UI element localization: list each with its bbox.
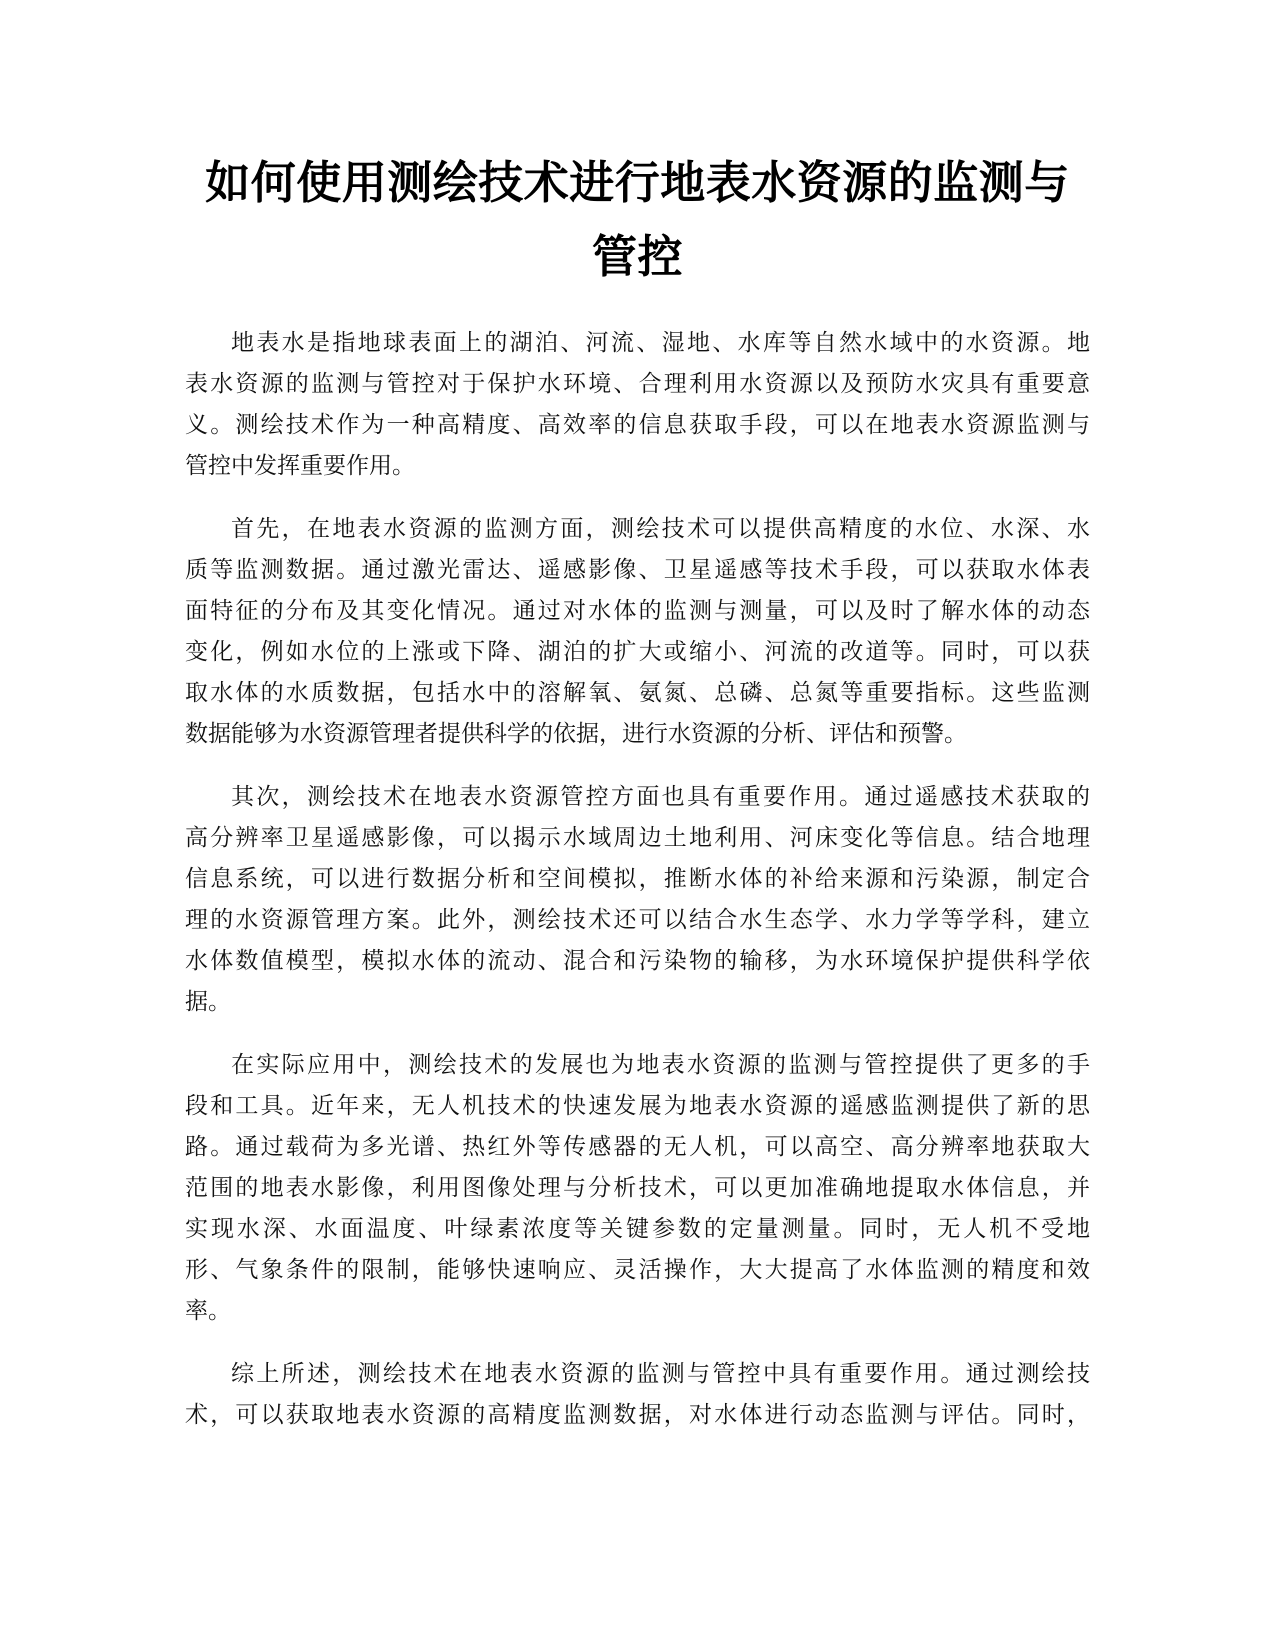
title-line: 管控 bbox=[591, 230, 683, 283]
text-line: 率。 bbox=[185, 1298, 231, 1324]
paragraph-application bbox=[185, 1045, 1090, 1332]
text-line: 理的水资源管理方案。此外，测绘技术还可以结合水生态学、水力学等学科，建立 bbox=[185, 907, 1090, 933]
paragraph-management bbox=[185, 777, 1090, 1023]
text-line: 水体数值模型，模拟水体的流动、混合和污染物的输移，为水环境保护提供科学依 bbox=[185, 948, 1090, 974]
text-line: 其次，测绘技术在地表水资源管控方面也具有重要作用。通过遥感技术获取的 bbox=[231, 784, 1090, 810]
paragraph-summary bbox=[185, 1354, 1090, 1436]
text-line: 义。测绘技术作为一种高精度、高效率的信息获取手段，可以在地表水资源监测与 bbox=[185, 412, 1090, 438]
title-line: 如何使用测绘技术进行地表水资源的监测与 bbox=[205, 156, 1070, 209]
document-body bbox=[185, 323, 1090, 1458]
text-line: 变化，例如水位的上涨或下降、湖泊的扩大或缩小、河流的改道等。同时，可以获 bbox=[185, 639, 1090, 665]
text-line: 范围的地表水影像，利用图像处理与分析技术，可以更加准确地提取水体信息，并 bbox=[185, 1175, 1090, 1201]
text-line: 质等监测数据。通过激光雷达、遥感影像、卫星遥感等技术手段，可以获取水体表 bbox=[185, 557, 1090, 583]
text-line: 段和工具。近年来，无人机技术的快速发展为地表水资源的遥感监测提供了新的思 bbox=[185, 1093, 1090, 1119]
text-line: 据。 bbox=[185, 989, 231, 1015]
text-line: 取水体的水质数据，包括水中的溶解氧、氨氮、总磷、总氮等重要指标。这些监测 bbox=[185, 680, 1090, 706]
text-line: 术，可以获取地表水资源的高精度监测数据，对水体进行动态监测与评估。同时， bbox=[185, 1402, 1090, 1428]
paragraph-monitoring bbox=[185, 509, 1090, 755]
text-line: 数据能够为水资源管理者提供科学的依据，进行水资源的分析、评估和预警。 bbox=[185, 721, 967, 747]
paragraph-intro bbox=[185, 323, 1090, 487]
text-line: 面特征的分布及其变化情况。通过对水体的监测与测量，可以及时了解水体的动态 bbox=[185, 598, 1090, 624]
text-line: 首先，在地表水资源的监测方面，测绘技术可以提供高精度的水位、水深、水 bbox=[231, 516, 1090, 542]
text-line: 表水资源的监测与管控对于保护水环境、合理利用水资源以及预防水灾具有重要意 bbox=[185, 371, 1090, 397]
text-line: 信息系统，可以进行数据分析和空间模拟，推断水体的补给来源和污染源，制定合 bbox=[185, 866, 1090, 892]
text-line: 管控中发挥重要作用。 bbox=[185, 453, 415, 479]
text-line: 实现水深、水面温度、叶绿素浓度等关键参数的定量测量。同时，无人机不受地 bbox=[185, 1216, 1090, 1242]
text-line: 综上所述，测绘技术在地表水资源的监测与管控中具有重要作用。通过测绘技 bbox=[231, 1361, 1090, 1387]
document-title bbox=[185, 146, 1090, 294]
text-line: 地表水是指地球表面上的湖泊、河流、湿地、水库等自然水域中的水资源。地 bbox=[231, 330, 1090, 356]
text-line: 在实际应用中，测绘技术的发展也为地表水资源的监测与管控提供了更多的手 bbox=[231, 1052, 1090, 1078]
text-line: 路。通过载荷为多光谱、热红外等传感器的无人机，可以高空、高分辨率地获取大 bbox=[185, 1134, 1090, 1160]
text-line: 形、气象条件的限制，能够快速响应、灵活操作，大大提高了水体监测的精度和效 bbox=[185, 1257, 1090, 1283]
text-line: 高分辨率卫星遥感影像，可以揭示水域周边土地利用、河床变化等信息。结合地理 bbox=[185, 825, 1090, 851]
